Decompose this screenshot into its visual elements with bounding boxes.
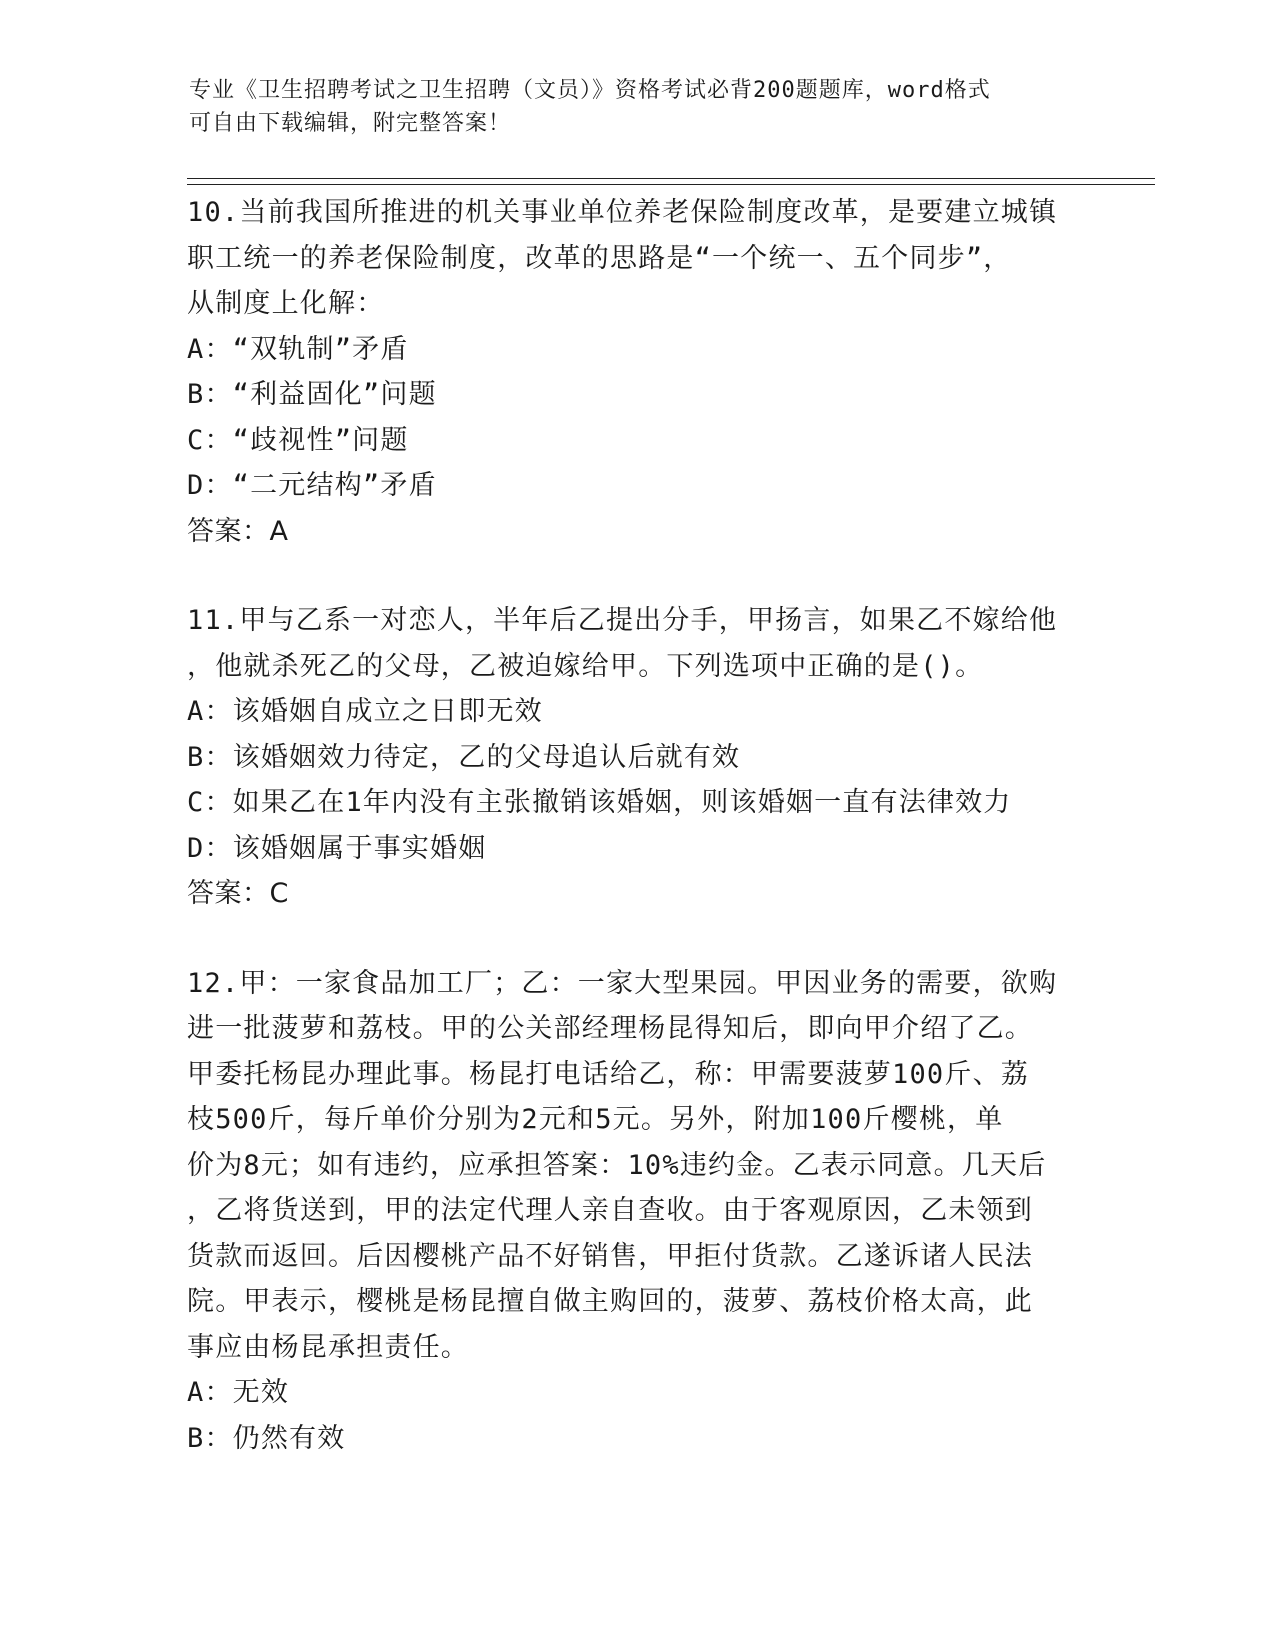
question-list [187,190,1087,1461]
header-title-line-2: 可自由下载编辑，附完整答案！ [189,111,512,136]
option-d: D：“二元结构”矛盾 [187,470,437,501]
document-header [189,74,1089,140]
question-stem-line: 枝500斤，每斤单价分别为2元和5元。另外，附加100斤樱桃，单 [187,1104,1004,1135]
question-stem-line: 从制度上化解： [187,288,385,319]
question-stem-line: ，他就杀死乙的父母，乙被迫嫁给甲。下列选项中正确的是()。 [187,650,984,682]
option-a: A：无效 [187,1377,290,1408]
option-c: C：如果乙在1年内没有主张撤销该婚姻，则该婚姻一直有法律效力 [187,787,1012,818]
question-stem-line: 10.当前我国所推进的机关事业单位养老保险制度改革，是要建立城镇 [187,197,1058,228]
option-a: A：该婚姻自成立之日即无效 [187,696,543,727]
header-divider-top [187,178,1155,179]
question-stem-line: 甲委托杨昆办理此事。杨昆打电话给乙，称：甲需要菠萝100斤、荔 [187,1058,1029,1090]
option-b: B：该婚姻效力待定，乙的父母追认后就有效 [187,741,741,773]
question-stem-line: 价为8元；如有违约，应承担答案：10%违约金。乙表示同意。几天后 [187,1149,1047,1181]
question-stem-line: 12.甲：一家食品加工厂；乙：一家大型果园。甲因业务的需要，欲购 [187,967,1058,999]
question-stem-line: 事应由杨昆承担责任。 [187,1331,469,1363]
option-a: A：“双轨制”矛盾 [187,333,409,365]
question-stem-line: ，乙将货送到，甲的法定代理人亲自查收。由于客观原因，乙未领到 [187,1195,1033,1226]
question-10 [187,190,1087,554]
answer-line: 答案：C [187,878,289,909]
question-12 [187,961,1087,1462]
option-b: B：仍然有效 [187,1422,346,1454]
answer-line: 答案：A [187,515,289,547]
question-11 [187,598,1087,917]
question-stem-line: 进一批菠萝和荔枝。甲的公关部经理杨昆得知后，即向甲介绍了乙。 [187,1013,1033,1044]
header-divider-bottom [187,184,1155,185]
option-d: D：该婚姻属于事实婚姻 [187,832,487,864]
question-stem-line: 院。甲表示，樱桃是杨昆擅自做主购回的，菠萝、荔枝价格太高，此 [187,1286,1033,1317]
question-stem-line: 职工统一的养老保险制度，改革的思路是“一个统一、五个同步”， [187,242,1012,274]
header-title-line-1: 专业《卫生招聘考试之卫生招聘（文员）》资格考试必背200题题库，word格式 [189,78,991,103]
option-b: B：“利益固化”问题 [187,379,437,410]
question-stem-line: 货款而返回。后因樱桃产品不好销售，甲拒付货款。乙遂诉诸人民法 [187,1240,1033,1272]
option-c: C：“歧视性”问题 [187,424,409,456]
question-stem-line: 11.甲与乙系一对恋人，半年后乙提出分手，甲扬言，如果乙不嫁给他 [187,605,1058,636]
